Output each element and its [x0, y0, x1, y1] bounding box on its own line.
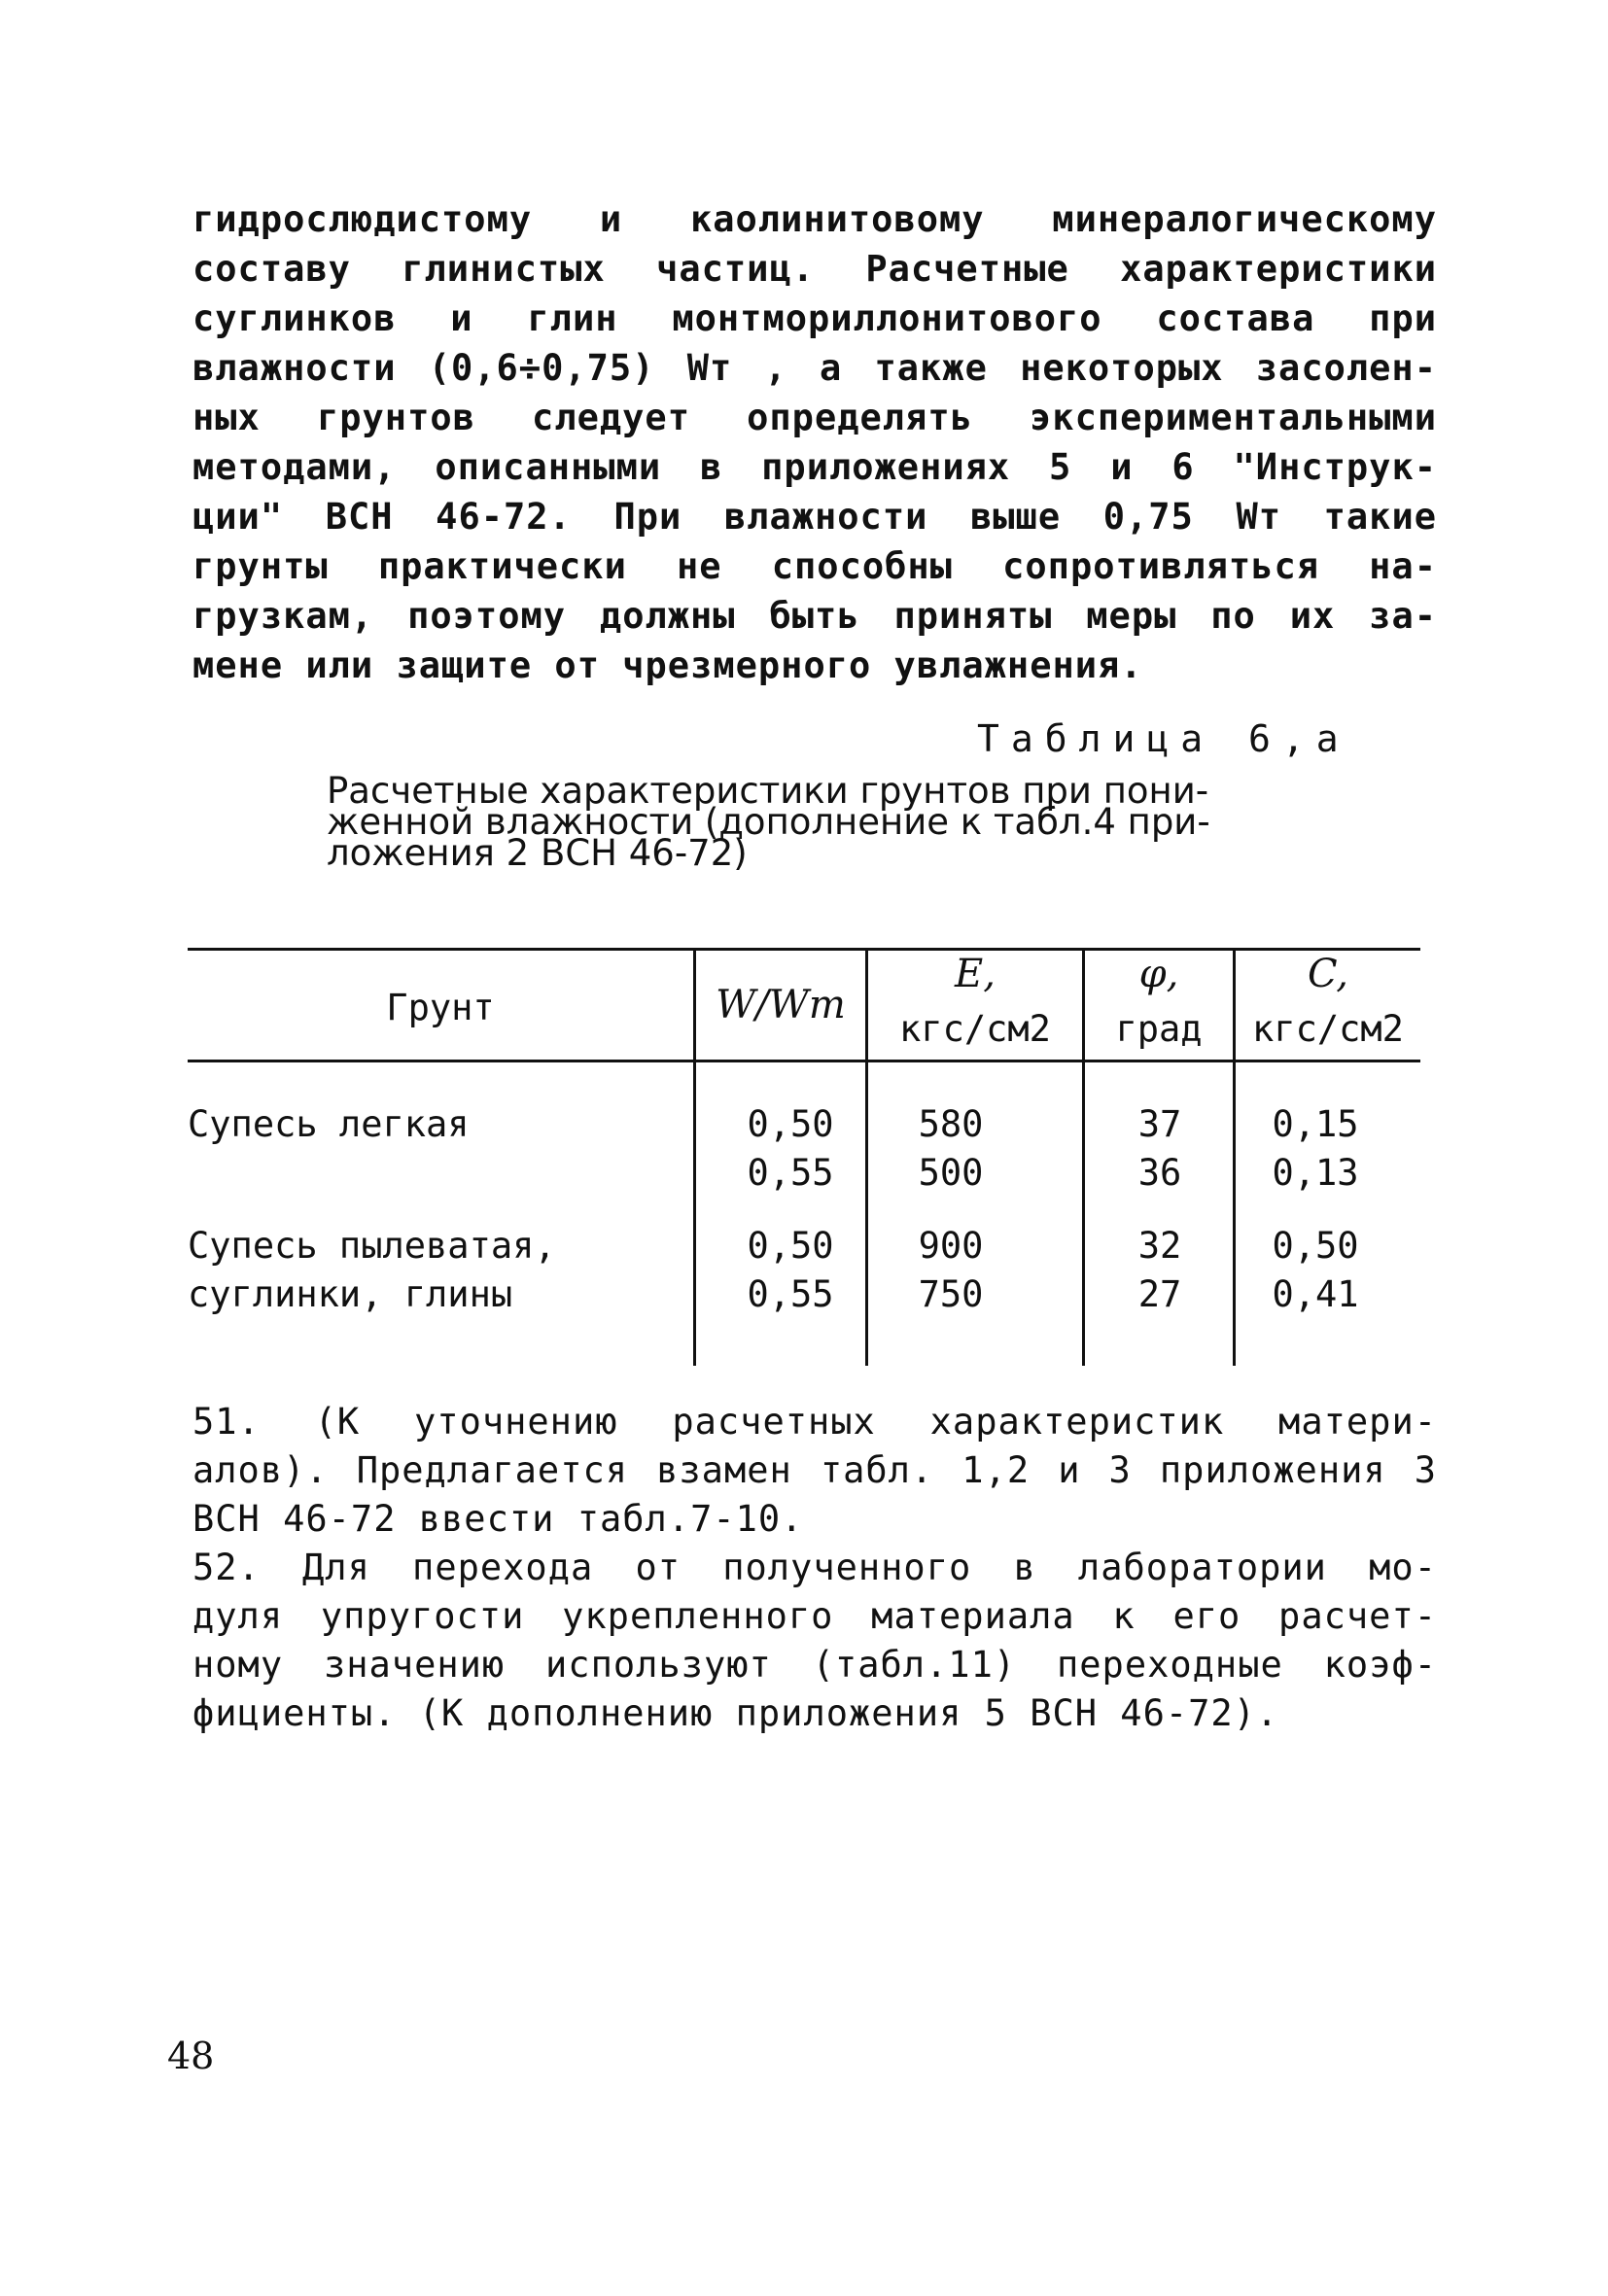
- page-number: 48: [167, 2035, 215, 2077]
- caption-line: ложения 2 ВСН 46-72): [327, 832, 748, 874]
- text-line: ции" ВСН 46-72. При влажности выше 0,75 Wт такие: [192, 496, 1437, 538]
- text-line: ВСН 46-72 ввести табл.7-10.: [192, 1498, 804, 1540]
- caption-line: женной влажности (дополнение к табл.4 при-: [327, 801, 1210, 843]
- row-moisture-value: 0,55: [747, 1152, 834, 1194]
- row-soil-name: суглинки, глины: [188, 1273, 513, 1315]
- header-soil: Грунт: [386, 987, 495, 1028]
- text-line: методами, описанными в приложениях 5 и 6 "Инструк-: [192, 446, 1437, 488]
- row-soil-name: Супесь пылеватая,: [188, 1225, 556, 1267]
- caption-line: Расчетные характеристики грунтов при пони-: [327, 770, 1209, 812]
- table-caption: [327, 770, 1309, 874]
- text-line: грунты практически не способны сопротивляться на-: [192, 545, 1437, 587]
- text-line: фициенты. (К дополнению приложения 5 ВСН 46-72).: [192, 1692, 1279, 1734]
- text-line: 51. (К уточнению расчетных характеристик матери-: [192, 1401, 1437, 1443]
- row-moisture-value: 0,50: [747, 1225, 834, 1267]
- header-c-symbol: C,: [1308, 952, 1348, 996]
- row-c-value: 0,50: [1272, 1225, 1359, 1267]
- row-c-value: 0,15: [1272, 1103, 1359, 1145]
- row-c-value: 0,41: [1272, 1273, 1359, 1315]
- header-moisture-ratio: W/Wт: [716, 983, 846, 1027]
- row-moisture-value: 0,50: [747, 1103, 834, 1145]
- row-e-value: 750: [918, 1273, 984, 1315]
- table-label: Таблица 6,а: [977, 717, 1350, 760]
- header-c-unit: кгс/см2: [1252, 1008, 1404, 1050]
- header-e-symbol: E,: [955, 952, 996, 996]
- text-line: дуля упругости укрепленного материала к его расчет-: [192, 1595, 1437, 1637]
- row-phi-value: 37: [1137, 1103, 1182, 1145]
- text-line: алов). Предлагается взамен табл. 1,2 и 3 приложения 3: [192, 1449, 1437, 1491]
- row-e-value: 580: [918, 1103, 984, 1145]
- text-line: суглинков и глин монтмориллонитового состава при: [192, 297, 1437, 339]
- header-phi-symbol: φ,: [1138, 952, 1179, 996]
- text-line: гидрослюдистому и каолинитовому минералогическому: [192, 198, 1437, 240]
- text-line: грузкам, поэтому должны быть приняты меры по их за-: [192, 595, 1437, 637]
- text-line: ному значению используют (табл.11) переходные коэф-: [192, 1644, 1437, 1686]
- intro-paragraph: [192, 194, 1437, 690]
- text-line: мене или защите от чрезмерного увлажнения.: [192, 644, 1143, 686]
- row-phi-value: 27: [1137, 1273, 1182, 1315]
- row-e-value: 500: [918, 1152, 984, 1194]
- header-e-unit: кгс/см2: [899, 1008, 1051, 1050]
- row-phi-value: 32: [1137, 1225, 1182, 1267]
- header-phi-unit: град: [1115, 1008, 1203, 1050]
- row-moisture-value: 0,55: [747, 1273, 834, 1315]
- row-phi-value: 36: [1137, 1152, 1182, 1194]
- text-line: влажности (0,6÷0,75) Wт , а также некоторых засолен-: [192, 347, 1437, 389]
- text-line: составу глинистых частиц. Расчетные характеристики: [192, 248, 1437, 290]
- body-paragraphs: [192, 1398, 1437, 1738]
- text-line: 52. Для перехода от полученного в лаборатории мо-: [192, 1547, 1437, 1588]
- row-e-value: 900: [918, 1225, 984, 1267]
- row-soil-name: Супесь легкая: [188, 1103, 470, 1145]
- text-line: ных грунтов следует определять экспериментальными: [192, 397, 1437, 438]
- soil-characteristics-table: [188, 948, 1420, 1366]
- row-c-value: 0,13: [1272, 1152, 1359, 1194]
